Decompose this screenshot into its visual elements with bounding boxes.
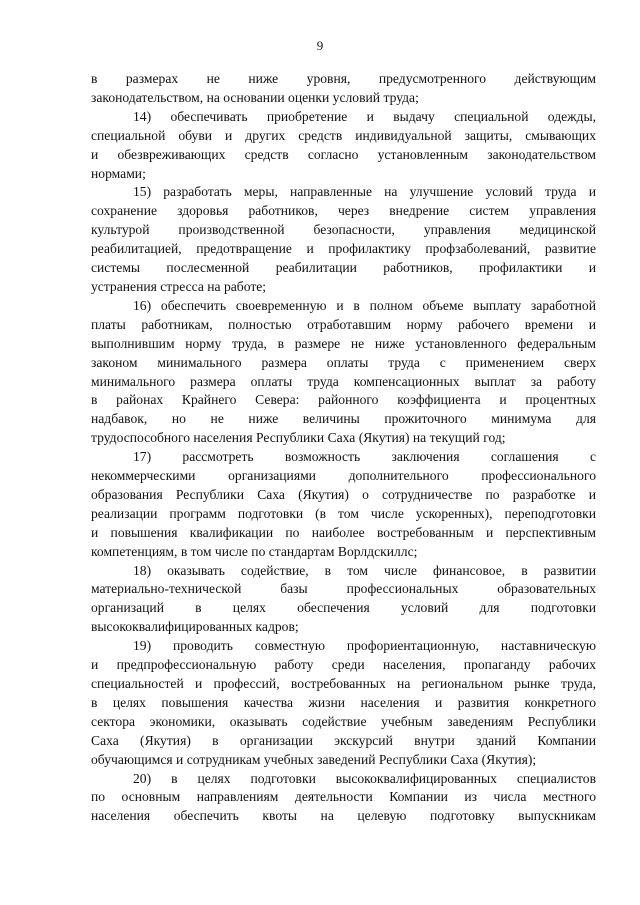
text-line: 20) в целях подготовки высококвалифицированных специалистов <box>133 770 596 786</box>
text-line: нормами; <box>91 165 146 181</box>
text-line: компетенциям, в том числе по стандартам Ворлдскиллс; <box>91 543 418 559</box>
text-line: 19) проводить совместную профориентационную, наставническую <box>133 638 596 654</box>
paragraph-item-17 <box>91 448 596 561</box>
text-line: населения обеспечить квоты на целевую подготовку выпускникам <box>91 808 596 824</box>
paragraph-item-14 <box>91 108 596 184</box>
paragraph-item-20 <box>91 770 596 827</box>
text-line: законом минимального размера оплаты труда с применением сверх <box>91 354 596 370</box>
text-line: выполнившим норму труда, в размере не ниже установленного федеральным <box>91 335 596 351</box>
text-line: специальностей и профессий, востребованных на региональном рынке труда, <box>91 676 596 691</box>
text-line: сектора экономики, оказывать содействие учебным заведениям Республики <box>91 713 596 729</box>
text-line: по основным направлениям деятельности Компании из числа местного <box>91 789 596 805</box>
text-line: некоммерческими организациями дополнительного профессионального <box>91 468 596 484</box>
text-line: культурой производственной безопасности, управления медицинской <box>91 222 596 238</box>
text-line: в размерах не ниже уровня, предусмотренного действующим <box>91 71 596 86</box>
document-body <box>91 70 596 826</box>
text-line: обучающимся и сотрудникам учебных заведений Республики Саха (Якутия); <box>91 751 537 767</box>
text-line: 16) обеспечить своевременную и в полном объеме выплату заработной <box>133 297 596 313</box>
text-line: и повышения квалификации по наиболее востребованным и перспективным <box>91 524 596 540</box>
paragraph-item-19 <box>91 637 596 769</box>
text-line: высококвалифицированных кадров; <box>91 619 299 635</box>
text-line: реализации программ подготовки (в том числе ускоренных), переподготовки <box>91 505 596 521</box>
paragraph-item-16 <box>91 297 596 448</box>
text-line: и предпрофессиональную работу среди населения, пропаганду рабочих <box>91 657 596 673</box>
text-line: Саха (Якутия) в организации экскурсий внутри зданий Компании <box>91 732 596 748</box>
text-line: трудоспособного населения Республики Саха (Якутия) на текущий год; <box>91 430 506 446</box>
text-line: материально-технической базы профессиональных образовательных <box>91 581 596 597</box>
page-number: 9 <box>316 38 324 53</box>
text-line: 17) рассмотреть возможность заключения соглашения с <box>133 449 596 465</box>
text-line: сохранение здоровья работников, через внедрение систем управления <box>91 203 596 219</box>
paragraph-item-15 <box>91 183 596 296</box>
text-line: платы работникам, полностью отработавшим норму рабочего времени и <box>91 316 596 332</box>
text-line: образования Республики Саха (Якутия) о сотрудничестве по разработке и <box>91 486 596 502</box>
text-line: специальной обуви и других средств индивидуальной защиты, смывающих <box>91 127 596 143</box>
text-line: системы послесменной реабилитации работников, профилактики и <box>91 260 596 276</box>
text-line: организаций в целях обеспечения условий для подготовки <box>91 600 596 616</box>
text-line: законодательством, на основании оценки условий труда; <box>91 89 419 105</box>
text-line: минимального размера оплаты труда компенсационных выплат за работу <box>91 373 596 389</box>
text-line: надбавок, но не ниже величины прожиточного минимума для <box>91 411 596 427</box>
paragraph-continuation <box>91 70 596 108</box>
text-line: реабилитацией, предотвращение и профилактику профзаболеваний, развитие <box>91 241 596 257</box>
text-line: в районах Крайнего Севера: районного коэффициента и процентных <box>91 392 596 408</box>
text-line: 15) разработать меры, направленные на улучшение условий труда и <box>133 184 596 200</box>
text-line: устранения стресса на работе; <box>91 278 267 294</box>
text-line: и обезвреживающих средств согласно установленным законодательством <box>91 146 596 162</box>
text-line: в целях повышения качества жизни населения и развития конкретного <box>91 694 596 710</box>
text-line: 14) обеспечивать приобретение и выдачу специальной одежды, <box>133 108 596 124</box>
paragraph-item-18 <box>91 562 596 638</box>
text-line: 18) оказывать содействие, в том числе финансовое, в развитии <box>133 562 596 578</box>
